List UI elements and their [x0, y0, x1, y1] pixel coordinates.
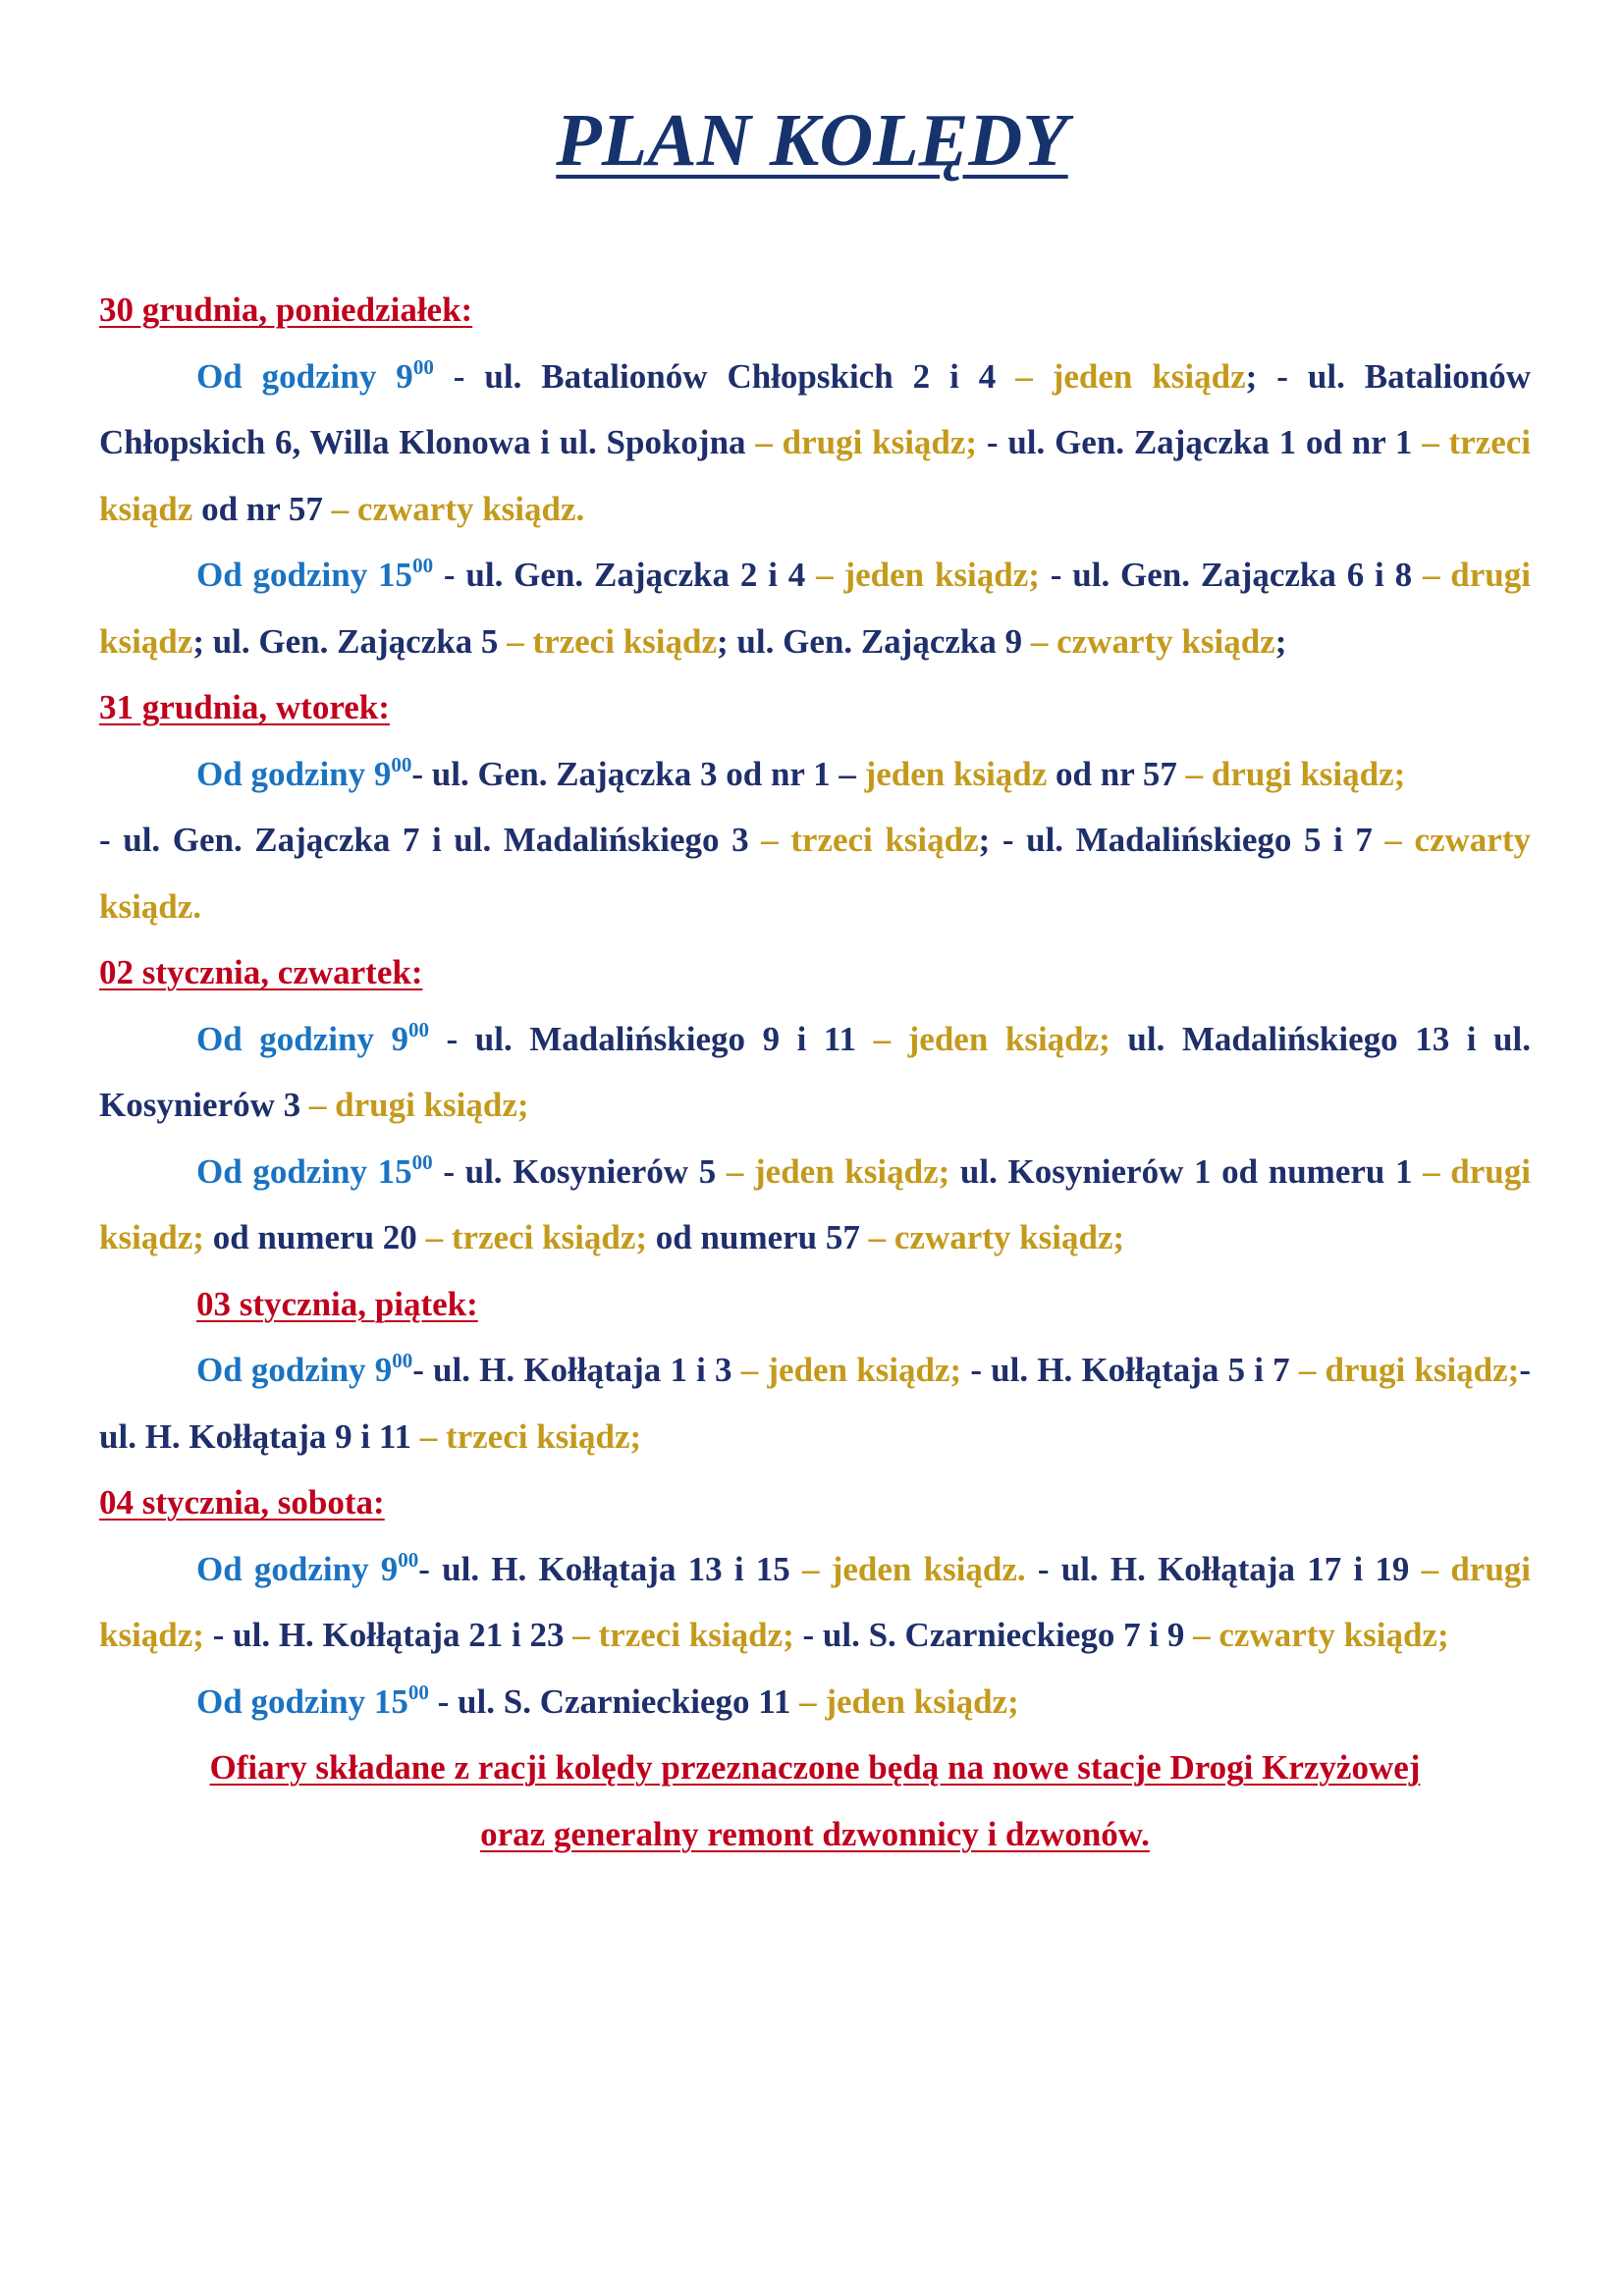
priest-label: – czwarty ksiądz. — [99, 821, 1531, 926]
date-heading-03-january — [99, 1271, 1531, 1338]
street-text: od numeru 57 — [647, 1218, 869, 1256]
street-text: ; - ul. Madalińskiego 5 i 7 — [978, 821, 1385, 859]
priest-label: – jeden ksiądz; — [799, 1682, 1019, 1721]
street-text: - ul. H. Kołłątaja 17 i 19 — [1025, 1549, 1422, 1588]
time-label: Od godziny $9^{00}$ — [196, 1017, 429, 1058]
priest-label: – jeden ksiądz — [1015, 356, 1246, 396]
street-text: - ul. H. Kołłątaja 9 i 11 — [99, 1351, 1531, 1456]
street-text: od numeru 20 — [203, 1218, 426, 1256]
schedule-paragraph — [99, 1669, 1531, 1735]
street-text: ; — [1274, 621, 1287, 661]
priest-label: – czwarty ksiądz; — [868, 1218, 1125, 1256]
priest-label: – trzeci ksiądz — [99, 423, 1532, 528]
time-label: Od godziny $15^{00}$ — [196, 1680, 429, 1721]
date-label: 31 grudnia, wtorek: — [99, 688, 390, 726]
time-label: Od godziny $9^{00}$ — [196, 752, 412, 793]
date-heading-31-december — [99, 674, 1531, 741]
date-heading-04-january — [99, 1469, 1531, 1536]
street-text: ; ul. Gen. Zajączka 9 — [717, 621, 1031, 661]
priest-label: – trzeci ksiądz; — [419, 1416, 642, 1456]
schedule-paragraph — [99, 741, 1531, 808]
page-title: PLAN KOLĘDY — [556, 99, 1068, 182]
priest-label: – czwarty ksiądz. — [331, 489, 585, 528]
offering-notice-line-2: oraz generalny remont dzwonnicy i dzwonów. — [480, 1814, 1150, 1853]
street-text: - ul. H. Kołłątaja 5 i 7 — [961, 1351, 1299, 1389]
priest-label: – drugi ksiądz — [99, 556, 1531, 661]
street-text: ul. Kosynierów 1 od numeru 1 — [949, 1151, 1424, 1191]
street-text: - ul. Madalińskiego 9 i 11 — [429, 1019, 874, 1058]
priest-label: – trzeci ksiądz; — [572, 1616, 794, 1654]
time-label: Od godziny $15^{00}$ — [196, 1149, 433, 1191]
priest-label: – drugi ksiądz; — [99, 1549, 1532, 1654]
time-label: Od godziny $9^{00}$ — [196, 1547, 419, 1588]
street-text: - ul. Gen. Zajączka 7 i ul. Madalińskiego 3 — [99, 821, 762, 859]
schedule-paragraph — [99, 1006, 1531, 1139]
offering-notice-line-1: Ofiary składane z racji kolędy przeznaczone będą na nowe stacje Drogi Krzyżowej — [209, 1748, 1421, 1787]
date-label: 04 stycznia, sobota: — [99, 1483, 385, 1522]
street-text: - ul. H. Kołłątaja 1 i 3 — [412, 1351, 741, 1389]
street-text: - ul. Gen. Zajączka 2 i 4 — [433, 556, 817, 594]
priest-label: – czwarty ksiądz — [1030, 621, 1275, 661]
schedule-content — [99, 277, 1531, 1867]
priest-label: – trzeci ksiądz; — [425, 1218, 648, 1256]
schedule-paragraph — [99, 344, 1531, 543]
date-label: 30 grudnia, poniedziałek: — [99, 291, 473, 329]
priest-label: – czwarty ksiądz; — [1193, 1616, 1449, 1654]
priest-label: – jeden ksiądz; — [816, 556, 1040, 594]
priest-label: – jeden ksiądz; — [740, 1351, 962, 1389]
date-heading-30-december — [99, 277, 1531, 344]
schedule-paragraph — [99, 807, 1531, 939]
street-text: od nr 57 — [1047, 754, 1186, 793]
priest-label: – drugi ksiądz; — [1185, 754, 1406, 793]
street-text: ; ul. Gen. Zajączka 5 — [192, 621, 508, 661]
street-text: - ul. H. Kołłątaja 21 i 23 — [203, 1616, 573, 1654]
priest-label: – jeden ksiądz; — [726, 1151, 950, 1191]
priest-label: – drugi ksiądz; — [755, 423, 978, 461]
street-text: ; - ul. Batalionów Chłopskich 6, Willa Klonowa i ul. Spokojna — [99, 356, 1531, 461]
priest-label: – jeden ksiądz; — [873, 1019, 1110, 1058]
street-text: - ul. Gen. Zajączka 3 od nr 1 – — [411, 754, 865, 793]
street-text: - ul. Batalionów Chłopskich 2 i 4 — [433, 356, 1016, 396]
schedule-paragraph — [99, 542, 1531, 674]
street-text: ul. Madalińskiego 13 i ul. Kosynierów 3 — [99, 1019, 1531, 1124]
priest-label: – drugi ksiądz; — [308, 1086, 529, 1124]
street-text: - ul. S. Czarnieckiego 11 — [428, 1682, 800, 1721]
schedule-paragraph — [99, 1536, 1531, 1669]
time-label: Od godziny $15^{00}$ — [196, 554, 434, 594]
time-label: Od godziny $9^{00}$ — [196, 354, 434, 396]
street-text: - ul. S. Czarnieckiego 7 i 9 — [793, 1616, 1194, 1654]
date-heading-02-january — [99, 939, 1531, 1006]
priest-label: – drugi ksiądz; — [99, 1151, 1531, 1256]
date-label: 03 stycznia, piątek: — [196, 1284, 478, 1323]
time-label: Od godziny $9^{00}$ — [196, 1349, 413, 1389]
street-text: - ul. Gen. Zajączka 6 i 8 — [1039, 556, 1423, 594]
street-text: od nr 57 — [192, 489, 332, 528]
street-text: - ul. Gen. Zajączka 1 od nr 1 — [977, 423, 1423, 461]
date-label: 02 stycznia, czwartek: — [99, 953, 423, 991]
schedule-paragraph — [99, 1337, 1531, 1469]
priest-label: – trzeci ksiądz — [761, 821, 979, 859]
priest-label: – trzeci ksiądz — [507, 621, 717, 661]
street-text: - ul. H. Kołłątaja 13 i 15 — [418, 1549, 803, 1588]
priest-label: – drugi ksiądz; — [1298, 1351, 1520, 1389]
priest-label: – jeden ksiądz. — [802, 1549, 1026, 1588]
street-text: - ul. Kosynierów 5 — [432, 1151, 727, 1191]
schedule-paragraph — [99, 1139, 1531, 1271]
priest-label: jeden ksiądz — [864, 754, 1048, 793]
